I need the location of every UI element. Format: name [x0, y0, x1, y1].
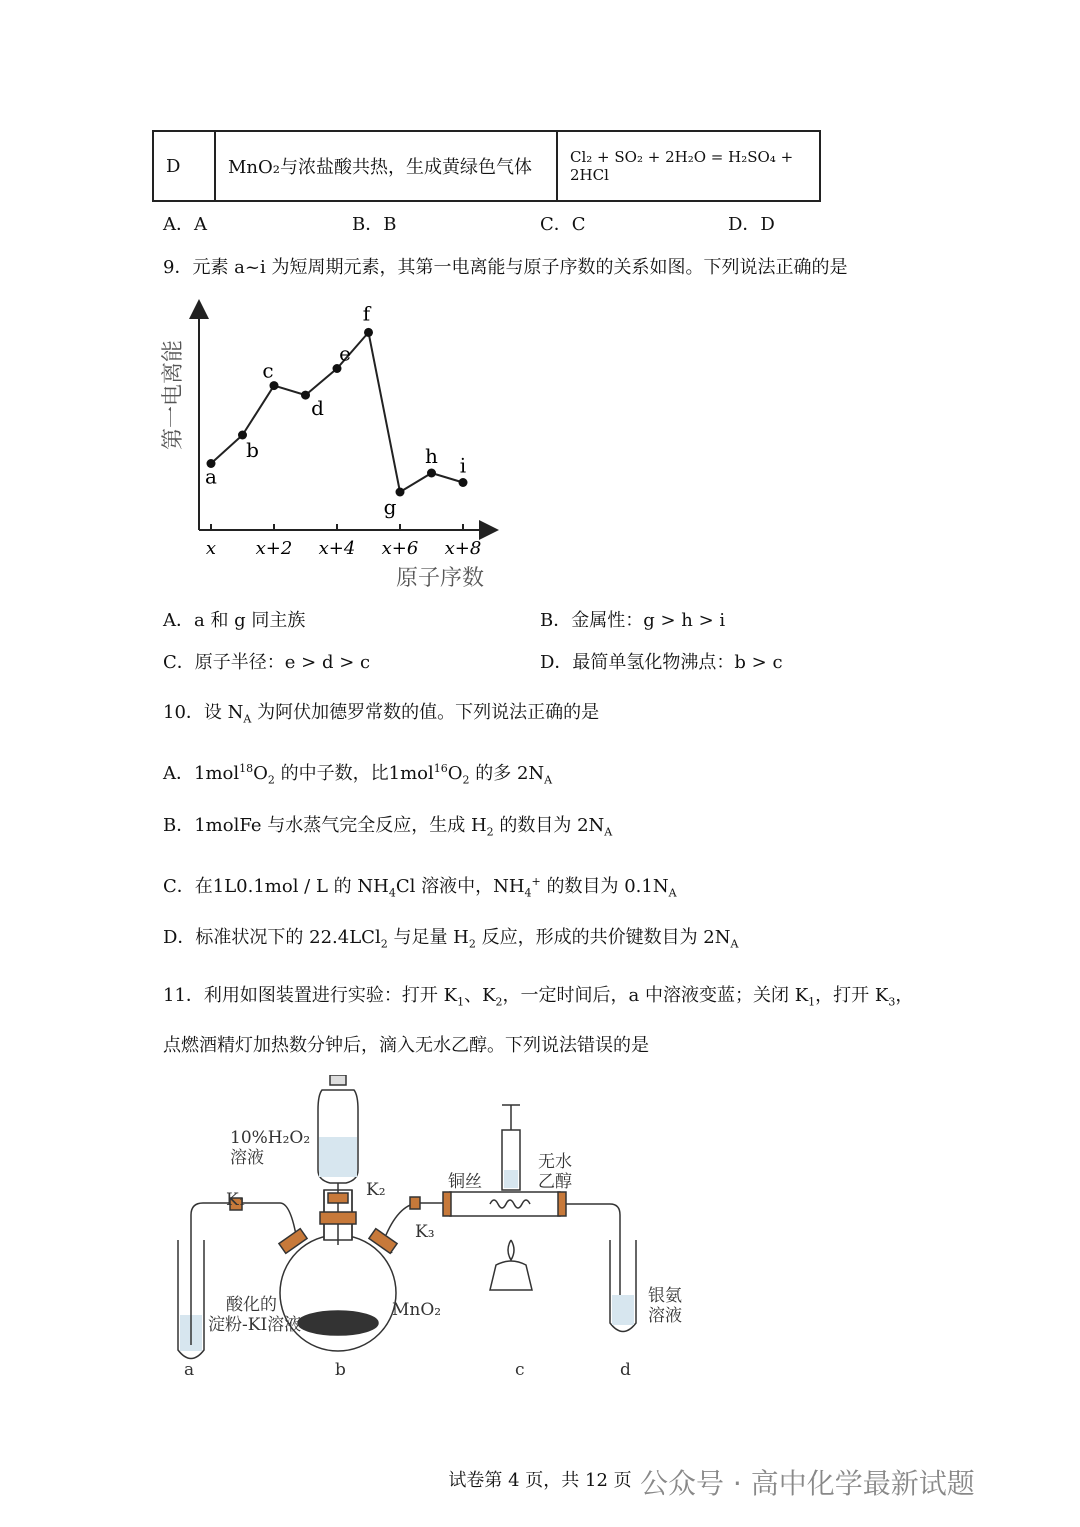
q8-option-b: B．B — [352, 214, 397, 235]
point-label-f: f — [362, 301, 371, 326]
q10-option-d: D．标准状况下的 22.4LCl$_2$ 与足量 $H_2$ 反应，形成的共价键数目为 $2N_A$ — [163, 927, 739, 951]
alcohol-lamp — [490, 1261, 532, 1290]
tube-c — [450, 1192, 560, 1216]
watermark: 公众号 · 高中化学最新试题 — [640, 1467, 975, 1500]
q9-option-b: B．金属性：g > h > i — [540, 610, 726, 631]
x-tick-label: x+4 — [318, 538, 356, 559]
point-label-i: i — [459, 453, 467, 478]
data-point-d — [301, 391, 310, 400]
x-tick-label: x — [205, 538, 217, 559]
point-label-c: c — [262, 358, 274, 383]
data-point-h — [427, 469, 436, 478]
q9-option-d: D．最简单氢化物沸点：b > c — [540, 652, 783, 673]
q11-line2: 点燃酒精灯加热数分钟后，滴入无水乙醇。下列说法错误的是 — [163, 1035, 649, 1056]
h2o2-label-2: 溶液 — [230, 1148, 264, 1168]
q9-option-a: A．a 和 g 同主族 — [163, 610, 306, 631]
q10-option-a: A．$1mol^{18}O_2$ 的中子数，比$1mol^{16}O_2$ 的多 $2N_A$ — [163, 762, 553, 787]
series-line — [211, 332, 463, 492]
point-label-e: e — [339, 341, 351, 366]
starch-label-2: 淀粉-KI溶液 — [208, 1315, 302, 1335]
q9-option-c: C．原子半径：e > d > c — [163, 652, 371, 673]
mno2-solid — [298, 1311, 378, 1335]
x-axis-label: 原子序数 — [395, 566, 485, 591]
q8-table-row-d — [152, 130, 821, 202]
q8-option-a: A．A — [163, 214, 207, 235]
mno2-label: MnO₂ — [392, 1300, 442, 1320]
q10-option-b: B．1molFe 与水蒸气完全反应，生成 $H_2$ 的数目为 $2N_A$ — [163, 815, 613, 839]
silver-label-2: 溶液 — [648, 1306, 682, 1326]
data-point-i — [459, 478, 468, 487]
q9-stem: 9．元素 a~i 为短周期元素，其第一电离能与原子序数的关系如图。下列说法正确的是 — [163, 257, 848, 278]
copper-wire — [490, 1200, 530, 1208]
k2-label: K₂ — [366, 1180, 386, 1200]
label-d: d — [620, 1360, 631, 1380]
row-label: D — [153, 131, 215, 201]
ionization-energy-chart — [150, 295, 530, 595]
q8-option-d: D．D — [728, 214, 775, 235]
ethanol-label-2: 乙醇 — [538, 1172, 572, 1192]
starch-label: 酸化的 — [226, 1295, 277, 1315]
h2o2-label: 10%H₂O₂ — [230, 1128, 311, 1148]
ethanol-label: 无水 — [538, 1152, 572, 1172]
data-point-f — [364, 328, 373, 337]
copper-label: 铜丝 — [448, 1172, 482, 1192]
point-label-g: g — [383, 495, 397, 519]
silver-label: 银氨 — [648, 1286, 682, 1306]
y-axis-label: 第一电离能 — [161, 339, 186, 451]
x-tick-label: x+2 — [255, 538, 293, 559]
x-tick-label: x+6 — [381, 538, 419, 559]
k3-label: K₃ — [415, 1222, 435, 1242]
point-label-d: d — [311, 396, 324, 421]
q11-line1: 11．利用如图装置进行实验：打开 $K_1$、$K_2$，一定时间后，a 中溶液变蓝；关闭 $K_1$，打开 $K_3$， — [163, 985, 914, 1009]
label-b: b — [335, 1360, 346, 1380]
point-label-a: a — [205, 464, 217, 489]
point-label-h: h — [425, 444, 438, 468]
q10-option-c: C．在1L0.1mol / L 的 $NH_4Cl$ 溶液中，$NH_4^+$ 的数目为 $0.1N_A$ — [163, 875, 677, 900]
row-experiment: MnO₂与浓盐酸共热，生成黄绿色气体 — [215, 131, 557, 201]
data-point-g — [396, 488, 405, 497]
apparatus-diagram — [160, 1075, 720, 1385]
x-tick-label: x+8 — [444, 538, 482, 559]
q10-stem: 10．设 $N_A$ 为阿伏加德罗常数的值。下列说法正确的是 — [163, 702, 600, 726]
q8-option-c: C．C — [540, 214, 586, 235]
page-footer: 试卷第 4 页，共 12 页 — [448, 1470, 632, 1491]
label-a: a — [184, 1360, 195, 1380]
label-c: c — [515, 1360, 525, 1380]
point-label-b: b — [246, 438, 259, 462]
k1-label: K₁ — [226, 1190, 246, 1210]
row-equation: Cl₂ + SO₂ + 2H₂O = H₂SO₄ + 2HCl — [557, 131, 820, 201]
